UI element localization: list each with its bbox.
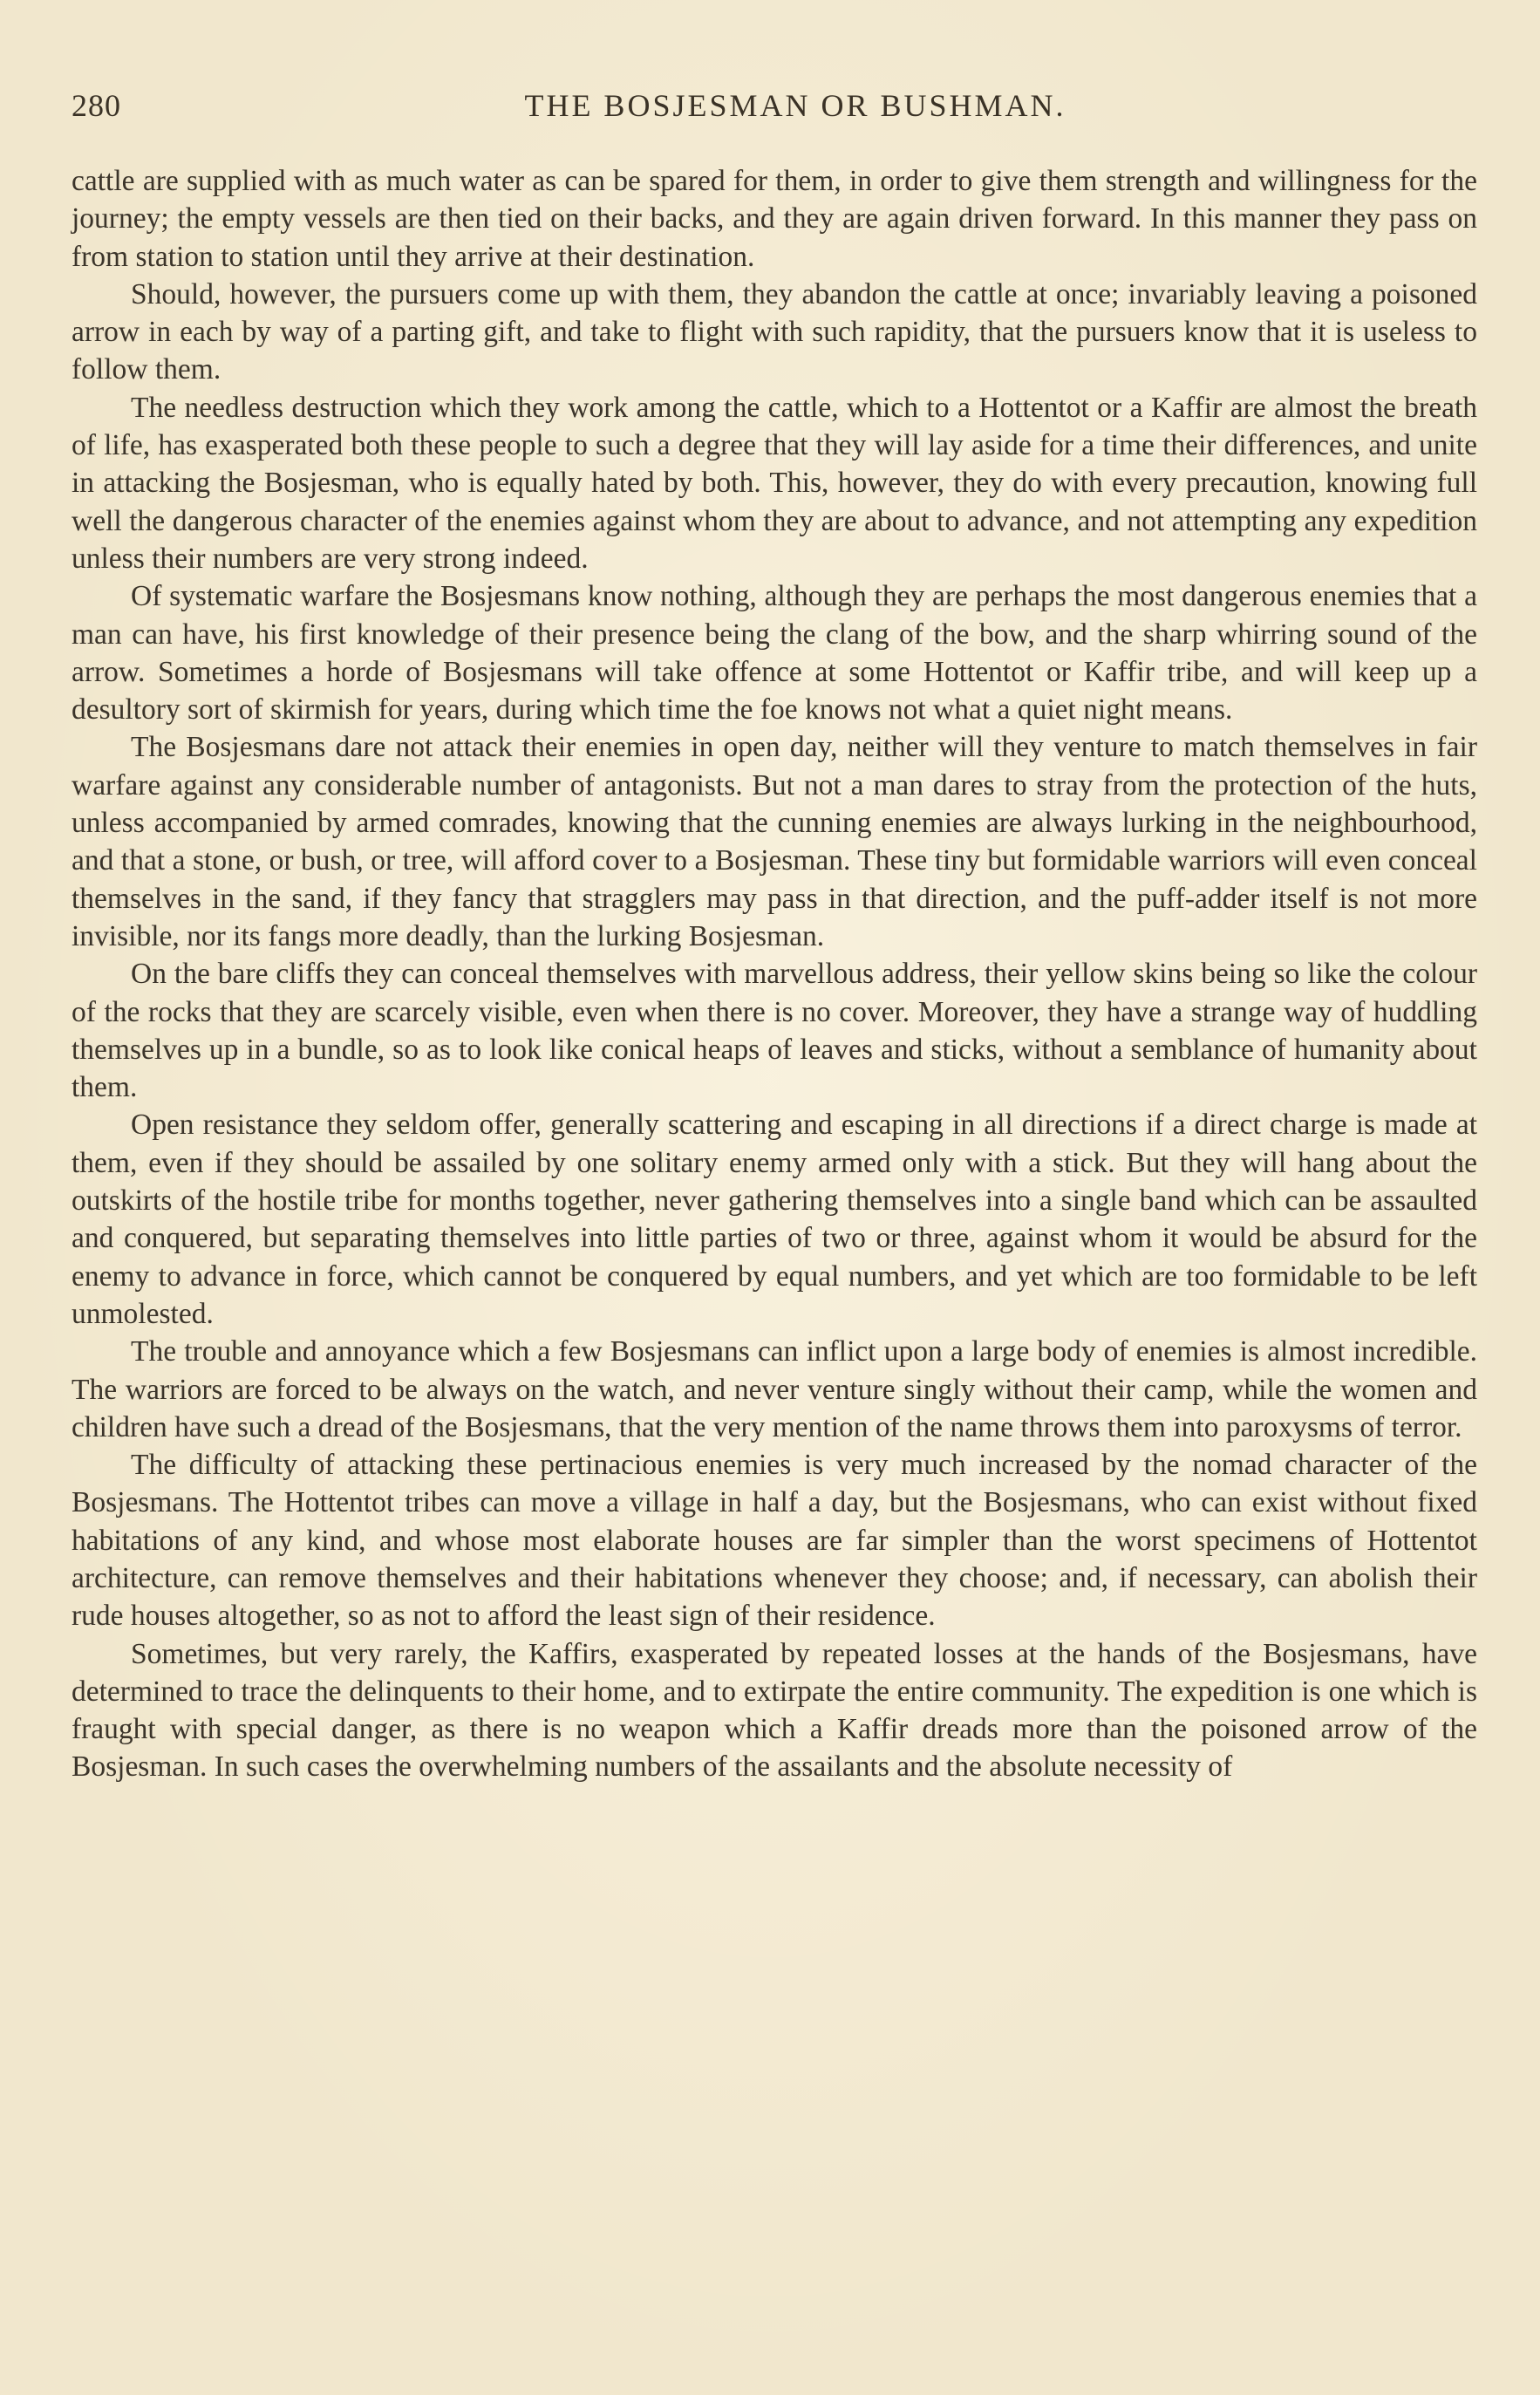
running-title: THE BOSJESMAN OR BUSHMAN. bbox=[524, 88, 1066, 123]
paragraph: cattle are supplied with as much water as can be spared for them, in order to give them strength and willingness for the journey; the empty vessels are then tied on their backs, and they are again driven forward. In this manner they pass on from station to station until they arrive at their destination. bbox=[72, 165, 1477, 273]
page-number: 280 bbox=[72, 88, 121, 123]
paragraph: The trouble and annoyance which a few Bosjesmans can inflict upon a large body of enemies is almost incredible. The warriors are forced to be always on the watch, and never venture singly without their camp, while the women and children have such a dread of the Bosjesmans, that the very mention of the name throws them into paroxysms of terror. bbox=[72, 1335, 1477, 1443]
paragraph: Sometimes, but very rarely, the Kaffirs, exasperated by repeated losses at the hands of the Bosjesmans, have determined to trace the delinquents to their home, and to extirpate the entire community. The expedition is one which is fraught with special danger, as there is no weapon which a Kaffir dreads more than the poisoned arrow of the Bosjesman. In such cases the overwhelming numbers of the assailants and the absolute necessity of bbox=[72, 1637, 1477, 1784]
paragraph: On the bare cliffs they can conceal themselves with marvellous address, their yellow skins being so like the colour of the rocks that they are scarcely visible, even when there is no cover. Moreover, they have a strange way of huddling themselves up in a bundle, so as to look like conical heaps of leaves and sticks, without a semblance of humanity about them. bbox=[72, 958, 1477, 1104]
page-header bbox=[72, 87, 1484, 131]
paragraph: The needless destruction which they work among the cattle, which to a Hottentot or a Kaffir are almost the breath of life, has exasperated both these people to such a degree that they will lay aside for a time their differences, and unite in attacking the Bosjesman, who is equally hated by both. This, however, they do with every precaution, knowing full well the dangerous character of the enemies against whom they are about to advance, and not attempting any expedition unless their numbers are very strong indeed. bbox=[72, 391, 1477, 575]
body-text bbox=[72, 162, 1477, 1786]
paragraph: The Bosjesmans dare not attack their enemies in open day, neither will they venture to match themselves in fair warfare against any considerable number of antagonists. But not a man dares to stray from the protection of the huts, unless accompanied by armed comrades, knowing that the cunning enemies are always lurking in the neighbourhood, and that a stone, or bush, or tree, will afford cover to a Bosjesman. These tiny but formidable warriors will even conceal themselves in the sand, if they fancy that stragglers may pass in that direction, and the puff-adder itself is not more invisible, nor its fangs more deadly, than the lurking Bosjesman. bbox=[72, 731, 1477, 952]
paragraph: The difficulty of attacking these pertinacious enemies is very much increased by the nomad character of the Bosjesmans. The Hottentot tribes can move a village in half a day, but the Bosjesmans, who can exist without fixed habitations of any kind, and whose most elaborate houses are far simpler than the worst specimens of Hottentot architecture, can remove themselves and their habitations whenever they choose; and, if necessary, can abolish their rude houses altogether, so as not to afford the least sign of their residence. bbox=[72, 1449, 1477, 1633]
paragraph: Of systematic warfare the Bosjesmans know nothing, although they are perhaps the most dangerous enemies that a man can have, his first knowledge of their presence being the clang of the bow, and the sharp whirring sound of the arrow. Sometimes a horde of Bosjesmans will take offence at some Hottentot or Kaffir tribe, and will keep up a desultory sort of skirmish for years, during which time the foe knows not what a quiet night means. bbox=[72, 580, 1477, 727]
paragraph: Should, however, the pursuers come up with them, they abandon the cattle at once; invariably leaving a poisoned arrow in each by way of a parting gift, and take to flight with such rapidity, that the pursuers know that it is useless to follow them. bbox=[72, 277, 1477, 386]
paragraph: Open resistance they seldom offer, generally scattering and escaping in all directions if a direct charge is made at them, even if they should be assailed by one solitary enemy armed only with a stick. But they will hang about the outskirts of the hostile tribe for months together, never gathering themselves into a single band which can be assaulted and conquered, but separating themselves into little parties of two or three, against whom it would be absurd for the enemy to advance in force, which cannot be conquered by equal numbers, and yet which are too formidable to be left unmolested. bbox=[72, 1109, 1477, 1330]
